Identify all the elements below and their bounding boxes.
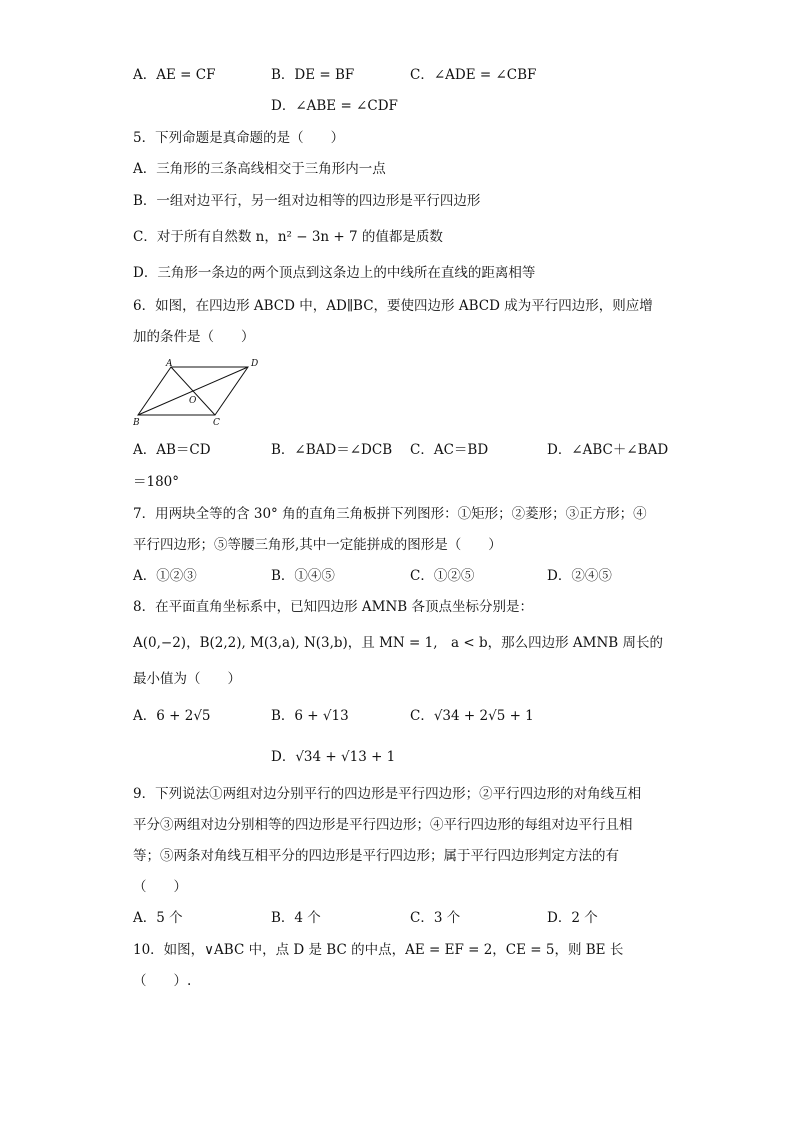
q6-stem-line-1: 6．如图，在四边形 ABCD 中，AD∥BC，要使四边形 ABCD 成为平行四边形，则应增 xyxy=(133,298,653,314)
q6-option-d-continued: ＝180° xyxy=(133,474,180,490)
q8-stem-line-3: 最小值为（ ） xyxy=(133,671,241,687)
q7-option-c[interactable]: C．①②⑤ xyxy=(410,568,475,584)
q8-option-d[interactable]: D．√34 + √13 + 1 xyxy=(271,749,396,765)
q5-option-d[interactable]: D．三角形一条边的两个顶点到这条边上的中线所在直线的距离相等 xyxy=(133,265,536,281)
q4-option-b[interactable]: B．DE = BF xyxy=(271,67,355,83)
q9-option-a[interactable]: A．5 个 xyxy=(133,910,183,926)
center-label-o: O xyxy=(189,396,197,406)
q9-option-d[interactable]: D．2 个 xyxy=(547,910,598,926)
q8-option-c[interactable]: C．√34 + 2√5 + 1 xyxy=(410,708,534,724)
q5-option-a[interactable]: A．三角形的三条高线相交于三角形内一点 xyxy=(133,161,386,177)
q7-option-d[interactable]: D．②④⑤ xyxy=(547,568,612,584)
vertex-label-b: B xyxy=(133,418,140,428)
q6-stem-line-2: 加的条件是（ ） xyxy=(133,329,255,345)
q10-stem-line-1: 10．如图，∨ABC 中，点 D 是 BC 的中点，AE = EF = 2，CE = 5，则 BE 长 xyxy=(133,942,624,958)
q7-stem-line-1: 7．用两块全等的含 30° 角的直角三角板拼下列图形：①矩形；②菱形；③正方形；④ xyxy=(133,506,647,522)
q5-option-c[interactable]: C．对于所有自然数 n，n² − 3n + 7 的值都是质数 xyxy=(133,229,443,245)
q9-stem-line-1: 9．下列说法①两组对边分别平行的四边形是平行四边形；②平行四边形的对角线互相 xyxy=(133,786,642,802)
q6-option-b[interactable]: B．∠BAD＝∠DCB xyxy=(271,442,393,458)
q6-option-c[interactable]: C．AC＝BD xyxy=(410,442,489,458)
q9-stem-line-2: 平分③两组对边分别相等的四边形是平行四边形；④平行四边形的每组对边平行且相 xyxy=(133,817,633,833)
q8-option-b[interactable]: B．6 + √13 xyxy=(271,708,349,724)
q6-option-d[interactable]: D．∠ABC＋∠BAD xyxy=(547,442,669,458)
q8-option-a[interactable]: A．6 + 2√5 xyxy=(133,708,211,724)
q7-option-a[interactable]: A．①②③ xyxy=(133,568,197,584)
parallelogram-figure xyxy=(133,357,263,429)
q7-option-b[interactable]: B．①④⑤ xyxy=(271,568,335,584)
q8-stem-line-2: A(0,−2)，B(2,2), M(3,a), N(3,b)，且 MN = 1, a < b，那么四边形 AMNB 周长的 xyxy=(133,635,663,651)
q7-stem-line-2: 平行四边形；⑤等腰三角形,其中一定能拼成的图形是（ ） xyxy=(133,537,502,553)
q10-stem-line-2: （ ）. xyxy=(133,973,192,989)
vertex-label-a: A xyxy=(166,359,173,369)
vertex-label-d: D xyxy=(251,359,259,369)
q9-stem-line-3: 等；⑤两条对角线互相平分的四边形是平行四边形；属于平行四边形判定方法的有 xyxy=(133,848,619,864)
q9-stem-line-4: （ ） xyxy=(133,879,187,895)
q9-option-c[interactable]: C．3 个 xyxy=(410,910,461,926)
q9-option-b[interactable]: B．4 个 xyxy=(271,910,321,926)
q5-option-b[interactable]: B．一组对边平行，另一组对边相等的四边形是平行四边形 xyxy=(133,193,481,209)
q8-stem-line-1: 8．在平面直角坐标系中，已知四边形 AMNB 各顶点坐标分别是： xyxy=(133,599,533,615)
q4-option-a[interactable]: A．AE = CF xyxy=(133,67,216,83)
q5-stem: 5．下列命题是真命题的是（ ） xyxy=(133,130,345,146)
q6-option-a[interactable]: A．AB＝CD xyxy=(133,442,211,458)
q4-option-c[interactable]: C．∠ADE = ∠CBF xyxy=(410,67,537,83)
vertex-label-c: C xyxy=(213,418,220,428)
q4-option-d[interactable]: D．∠ABE = ∠CDF xyxy=(271,98,398,114)
